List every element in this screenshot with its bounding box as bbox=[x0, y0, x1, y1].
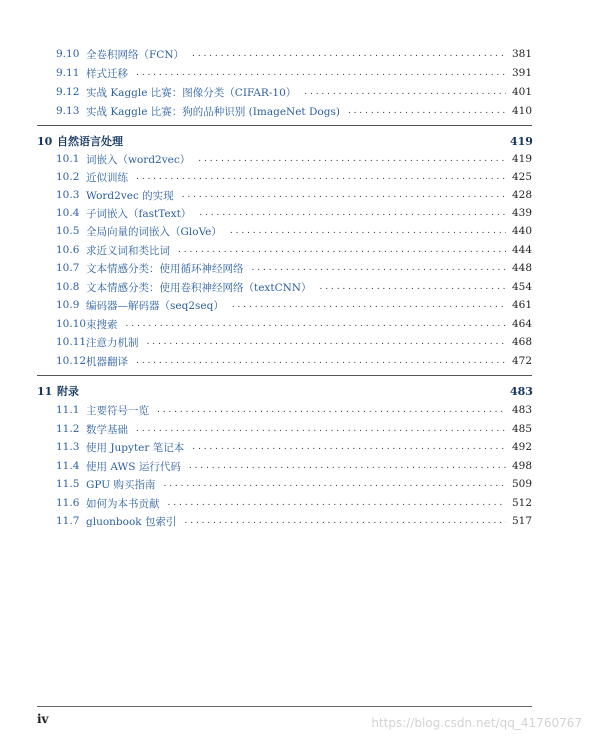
dot-leader bbox=[147, 336, 507, 348]
chapter-page: 483 bbox=[510, 384, 533, 398]
dot-leader bbox=[304, 86, 506, 98]
entry-title: 机器翻译 bbox=[86, 355, 128, 368]
toc-entry[interactable] bbox=[56, 495, 532, 511]
entry-number: 10.3 bbox=[56, 189, 80, 201]
entry-number: 10.11 bbox=[56, 336, 87, 348]
toc-entry[interactable] bbox=[56, 513, 532, 529]
entry-number: 9.10 bbox=[56, 48, 80, 60]
toc-entry[interactable] bbox=[56, 421, 532, 437]
dot-leader bbox=[199, 207, 506, 219]
toc-entry[interactable] bbox=[56, 46, 532, 62]
entry-page: 444 bbox=[511, 244, 532, 256]
entry-title: gluonbook 包索引 bbox=[86, 515, 177, 528]
dot-leader bbox=[252, 262, 507, 274]
entry-number: 11.1 bbox=[56, 404, 80, 416]
entry-page: 517 bbox=[511, 515, 532, 527]
entry-page: 401 bbox=[511, 86, 532, 98]
toc-entry[interactable] bbox=[56, 151, 532, 167]
entry-page: 485 bbox=[511, 423, 532, 435]
entry-title: 如何为本书贡献 bbox=[86, 497, 160, 510]
entry-number: 11.5 bbox=[56, 478, 80, 490]
entry-title: 编码器—解码器（seq2seq） bbox=[86, 299, 224, 312]
dot-leader bbox=[136, 171, 506, 183]
entry-page: 512 bbox=[511, 497, 532, 509]
entry-title: Word2vec 的实现 bbox=[86, 189, 174, 202]
entry-number: 10.7 bbox=[56, 262, 80, 274]
dot-leader bbox=[157, 404, 506, 416]
toc-chapter[interactable] bbox=[37, 383, 532, 399]
toc-entry[interactable] bbox=[56, 205, 532, 221]
toc-entry[interactable] bbox=[56, 476, 532, 492]
toc-entry[interactable] bbox=[56, 297, 532, 313]
divider bbox=[37, 125, 532, 126]
entry-title: 注意力机制 bbox=[86, 336, 139, 349]
entry-page: 410 bbox=[511, 105, 532, 117]
dot-leader bbox=[168, 497, 507, 509]
entry-number: 10.2 bbox=[56, 171, 80, 183]
dot-leader bbox=[136, 355, 506, 367]
chapter-title: 自然语言处理 bbox=[57, 135, 123, 148]
entry-number: 9.12 bbox=[56, 86, 80, 98]
toc-chapter[interactable] bbox=[37, 133, 532, 149]
toc-entry[interactable] bbox=[56, 439, 532, 455]
entry-page: 461 bbox=[511, 299, 532, 311]
entry-number: 11.2 bbox=[56, 423, 80, 435]
dot-leader bbox=[232, 299, 506, 311]
toc-entry[interactable] bbox=[56, 65, 532, 81]
entry-number: 10.4 bbox=[56, 207, 80, 219]
entry-number: 9.13 bbox=[56, 105, 80, 117]
entry-page: 492 bbox=[511, 441, 532, 453]
entry-page: 439 bbox=[511, 207, 532, 219]
entry-title: 词嵌入（word2vec） bbox=[86, 153, 191, 166]
toc-entry[interactable] bbox=[56, 353, 532, 369]
entry-number: 11.3 bbox=[56, 441, 80, 453]
entry-title: GPU 购买指南 bbox=[86, 478, 156, 491]
entry-title: 求近义词和类比词 bbox=[86, 244, 170, 257]
entry-page: 454 bbox=[511, 281, 532, 293]
watermark: https://blog.csdn.net/qq_41760767 bbox=[371, 716, 582, 730]
divider bbox=[37, 375, 532, 376]
entry-page: 440 bbox=[511, 225, 532, 237]
entry-number: 10.10 bbox=[56, 318, 87, 330]
toc-entry[interactable] bbox=[56, 169, 532, 185]
entry-page: 498 bbox=[511, 460, 532, 472]
entry-number: 11.6 bbox=[56, 497, 80, 509]
entry-title: 近似训练 bbox=[86, 171, 128, 184]
entry-title: 文本情感分类：使用循环神经网络 bbox=[86, 262, 244, 275]
entry-number: 10.1 bbox=[56, 153, 80, 165]
chapter-number: 10 bbox=[37, 134, 53, 148]
dot-leader bbox=[348, 105, 506, 117]
entry-title: 实战 Kaggle 比赛：图像分类（CIFAR-10） bbox=[86, 86, 297, 99]
toc-entry[interactable] bbox=[56, 260, 532, 276]
entry-number: 9.11 bbox=[56, 67, 80, 79]
entry-title: 子词嵌入（fastText） bbox=[86, 207, 192, 220]
entry-number: 10.5 bbox=[56, 225, 80, 237]
dot-leader bbox=[192, 441, 506, 453]
entry-number: 10.6 bbox=[56, 244, 80, 256]
chapter-number: 11 bbox=[37, 384, 53, 398]
entry-title: 实战 Kaggle 比赛：狗的品种识别 (ImageNet Dogs) bbox=[86, 105, 340, 118]
toc-entry[interactable] bbox=[56, 223, 532, 239]
entry-title: 样式迁移 bbox=[86, 67, 128, 80]
entry-page: 464 bbox=[511, 318, 532, 330]
entry-page: 419 bbox=[511, 153, 532, 165]
dot-leader bbox=[198, 153, 506, 165]
entry-title: 全局向量的词嵌入（GloVe） bbox=[86, 225, 222, 238]
toc-entry[interactable] bbox=[56, 316, 532, 332]
dot-leader bbox=[185, 515, 507, 527]
toc-entry[interactable] bbox=[56, 187, 532, 203]
chapter-page: 419 bbox=[510, 134, 533, 148]
toc-entry[interactable] bbox=[56, 458, 532, 474]
entry-title: 主要符号一览 bbox=[86, 404, 149, 417]
footer-divider bbox=[37, 706, 532, 707]
entry-page: 391 bbox=[511, 67, 532, 79]
dot-leader bbox=[189, 460, 506, 472]
toc-entry[interactable] bbox=[56, 279, 532, 295]
entry-page: 428 bbox=[511, 189, 532, 201]
entry-number: 11.4 bbox=[56, 460, 80, 472]
dot-leader bbox=[230, 225, 506, 237]
dot-leader bbox=[319, 281, 506, 293]
entry-page: 425 bbox=[511, 171, 532, 183]
entry-title: 使用 AWS 运行代码 bbox=[86, 460, 181, 473]
dot-leader bbox=[182, 189, 506, 201]
toc-entry[interactable] bbox=[56, 242, 532, 258]
toc-entry[interactable] bbox=[56, 334, 532, 350]
entry-title: 使用 Jupyter 笔记本 bbox=[86, 441, 185, 454]
entry-page: 468 bbox=[511, 336, 532, 348]
entry-page: 448 bbox=[511, 262, 532, 274]
entry-number: 10.12 bbox=[56, 355, 87, 367]
chapter-title: 附录 bbox=[57, 385, 79, 398]
dot-leader bbox=[136, 67, 506, 79]
entry-number: 10.8 bbox=[56, 281, 80, 293]
entry-page: 483 bbox=[511, 404, 532, 416]
entry-title: 文本情感分类：使用卷积神经网络（textCNN） bbox=[86, 281, 312, 294]
entry-title: 数学基础 bbox=[86, 423, 128, 436]
toc-entry[interactable] bbox=[56, 103, 532, 119]
dot-leader bbox=[178, 244, 506, 256]
dot-leader bbox=[136, 423, 506, 435]
entry-page: 472 bbox=[511, 355, 532, 367]
dot-leader bbox=[192, 48, 506, 60]
dot-leader bbox=[126, 318, 507, 330]
entry-number: 10.9 bbox=[56, 299, 80, 311]
toc-entry[interactable] bbox=[56, 402, 532, 418]
toc-entry[interactable] bbox=[56, 84, 532, 100]
page-number: iv bbox=[37, 712, 49, 726]
entry-page: 381 bbox=[511, 48, 532, 60]
entry-title: 束搜索 bbox=[86, 318, 118, 331]
entry-number: 11.7 bbox=[56, 515, 80, 527]
entry-page: 509 bbox=[511, 478, 532, 490]
entry-title: 全卷积网络（FCN） bbox=[86, 48, 185, 61]
dot-leader bbox=[163, 478, 506, 490]
